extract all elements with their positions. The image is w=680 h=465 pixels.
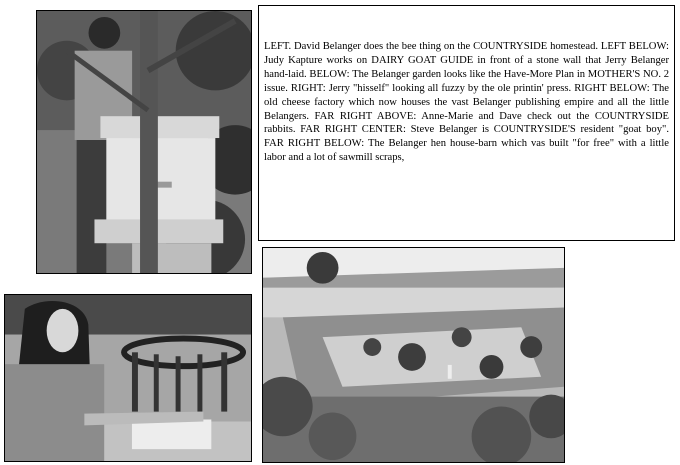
beekeeper-illustration: [37, 11, 251, 273]
caption-text: LEFT. David Belanger does the bee thing on the COUNTRYSIDE homestead. LEFT BELOW: Judy Kapture works on DAIRY GOAT GUIDE in front of a stone wall that Jerry Belanger hand-laid. BELOW: The Belanger garden looks like the Have-More Plan in MOTHER'S NO. 2 issue. RIGHT: Jerry "hisself" looking all fuzzy by the ole printin' press. RIGHT BELOW: The old cheese factory which now houses the vast Belanger publishing empire and all the little Belangers. FAR RIGHT ABOVE: Anne-Marie and Dave check out the COUNTRYSIDE rabbits. FAR RIGHT CENTER: Steve Belanger is COUNTRYSIDE'S resident "goat boy". FAR RIGHT BELOW: The Belanger hen house-barn which vas built "for free" with a little labor and a lot of sawmill scraps,: [264, 41, 669, 164]
caption-box: [258, 5, 675, 241]
photo-desk-worker: [4, 294, 252, 462]
garden-illustration: [263, 248, 564, 462]
photo-beekeeper: [36, 10, 252, 274]
photo-garden: [262, 247, 565, 463]
desk-worker-illustration: [5, 295, 251, 461]
